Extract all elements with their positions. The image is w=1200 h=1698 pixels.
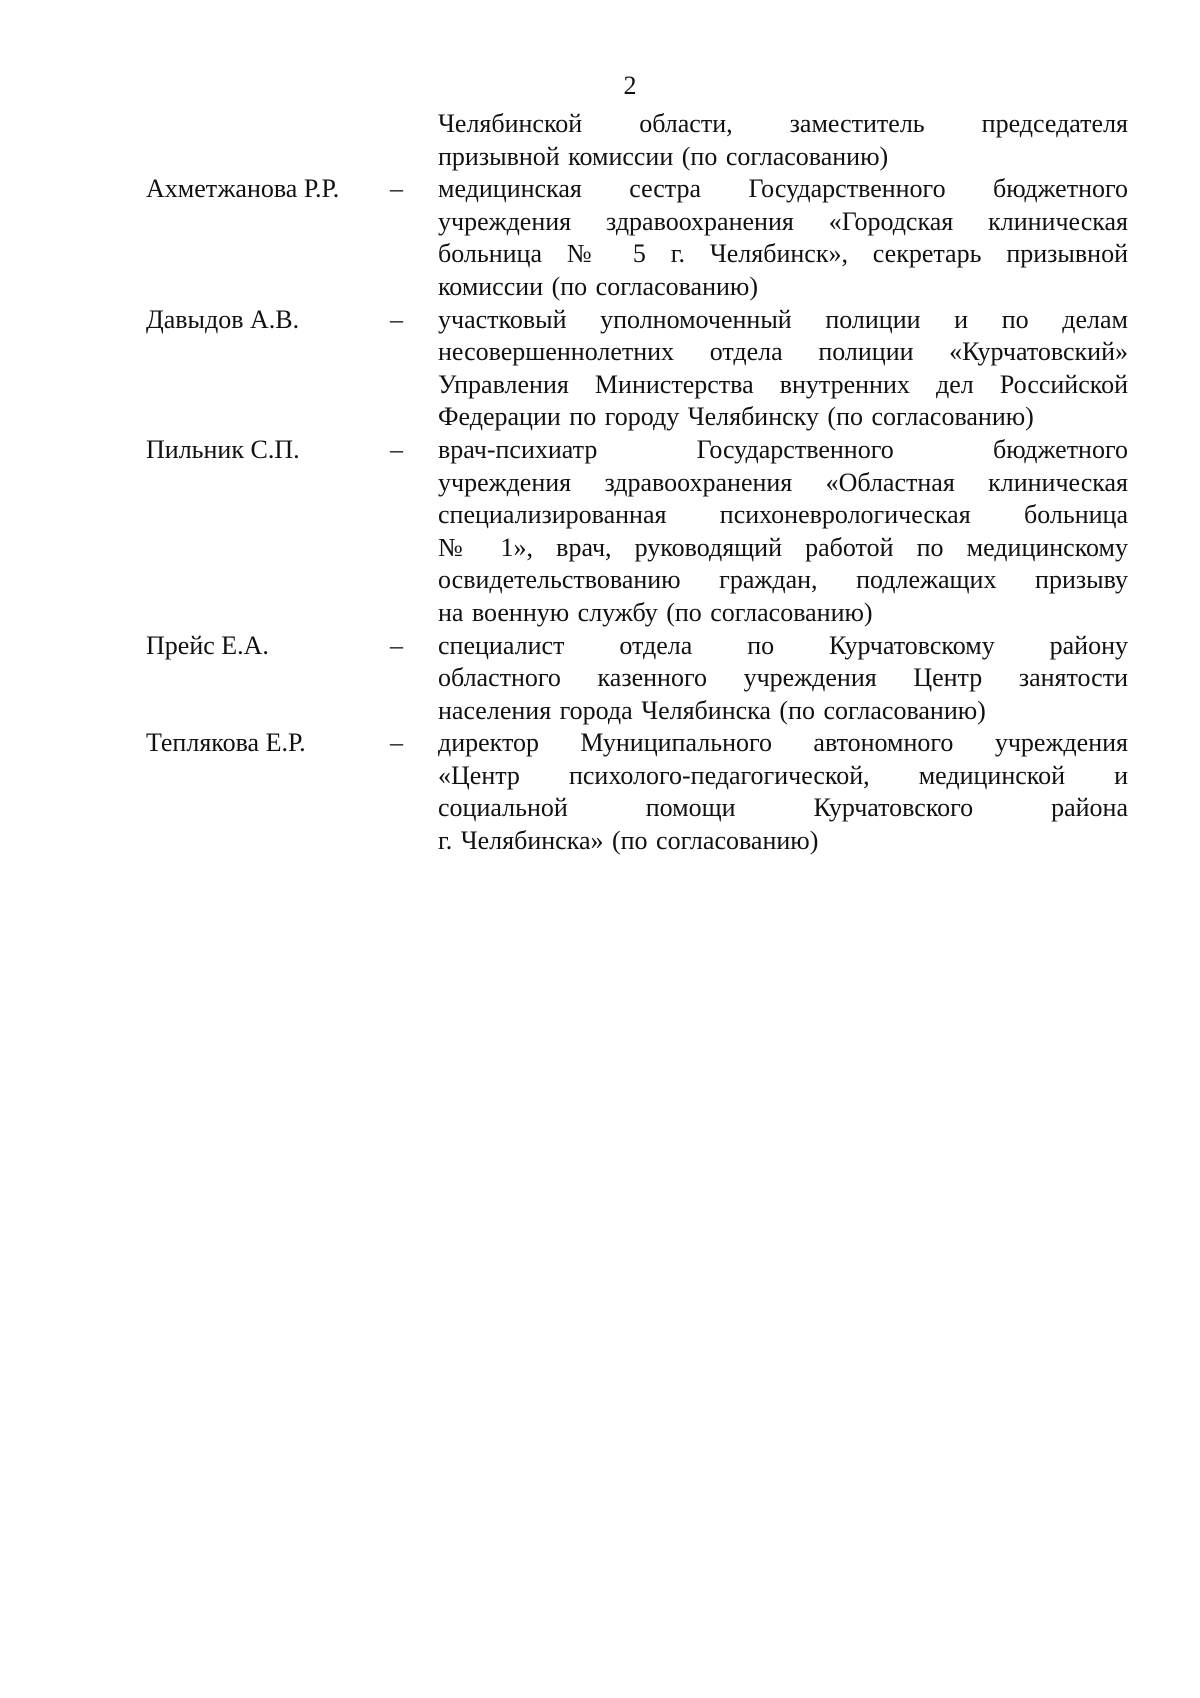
page-number: 2 <box>623 71 637 100</box>
member-dash: – <box>390 728 403 758</box>
description-line: комиссии (по согласованию) <box>438 271 758 301</box>
member-entry <box>146 630 1130 728</box>
member-entry <box>146 173 1130 303</box>
description-line: директор Муниципального автономного учреждения <box>438 728 1128 758</box>
description-line: областного казенного учреждения Центр занятости <box>438 663 1128 693</box>
description-line: Челябинской области, заместитель председателя <box>438 109 1128 138</box>
member-dash: – <box>390 630 403 660</box>
member-entry <box>146 434 1130 630</box>
description-line: участковый уполномоченный полиции и по делам <box>438 304 1128 334</box>
entry-description <box>438 727 1128 857</box>
commission-members-list <box>146 108 1130 858</box>
description-line: специализированная психоневрологическая больница <box>438 500 1128 530</box>
description-line: врач-психиатр Государственного бюджетного <box>438 434 1128 464</box>
entry-description <box>438 304 1128 434</box>
entry-description <box>438 630 1128 728</box>
entry-description <box>438 108 1128 173</box>
description-line: социальной помощи Курчатовского района <box>438 793 1128 823</box>
entry-description <box>438 173 1128 303</box>
description-line: Управления Министерства внутренних дел Российской <box>438 369 1128 399</box>
description-line: учреждения здравоохранения «Городская клиническая <box>438 206 1128 236</box>
member-dash: – <box>390 434 403 464</box>
member-name: Прейс Е.А. <box>146 630 269 660</box>
member-dash: – <box>390 304 403 334</box>
member-name: Ахметжанова Р.Р. <box>146 174 340 204</box>
member-entry <box>146 727 1130 857</box>
description-line: освидетельствованию граждан, подлежащих призыву <box>438 565 1128 595</box>
description-line: больница № 5 г. Челябинск», секретарь призывной <box>438 239 1128 269</box>
member-name: Давыдов А.В. <box>146 304 300 334</box>
member-name: Пильник С.П. <box>146 434 300 464</box>
description-line: населения города Челябинска (по согласованию) <box>438 695 986 725</box>
entry-description <box>438 434 1128 630</box>
continuation-entry <box>146 108 1130 173</box>
description-line: медицинская сестра Государственного бюджетного <box>438 174 1128 204</box>
description-line: Федерации по городу Челябинску (по согласованию) <box>438 402 1034 432</box>
member-name: Теплякова Е.Р. <box>146 728 306 758</box>
member-dash: – <box>390 174 403 204</box>
description-line: г. Челябинска» (по согласованию) <box>438 826 819 856</box>
description-line: «Центр психолого-педагогической, медицинской и <box>438 760 1128 790</box>
description-line: несовершеннолетних отдела полиции «Курчатовский» <box>438 337 1128 367</box>
description-line: № 1», врач, руководящий работой по медицинскому <box>438 532 1128 562</box>
description-line: специалист отдела по Курчатовскому району <box>438 630 1128 660</box>
member-entry <box>146 304 1130 434</box>
description-line: на военную службу (по согласованию) <box>438 597 873 627</box>
description-line: призывной комиссии (по согласованию) <box>438 141 889 171</box>
description-line: учреждения здравоохранения «Областная клиническая <box>438 467 1128 497</box>
